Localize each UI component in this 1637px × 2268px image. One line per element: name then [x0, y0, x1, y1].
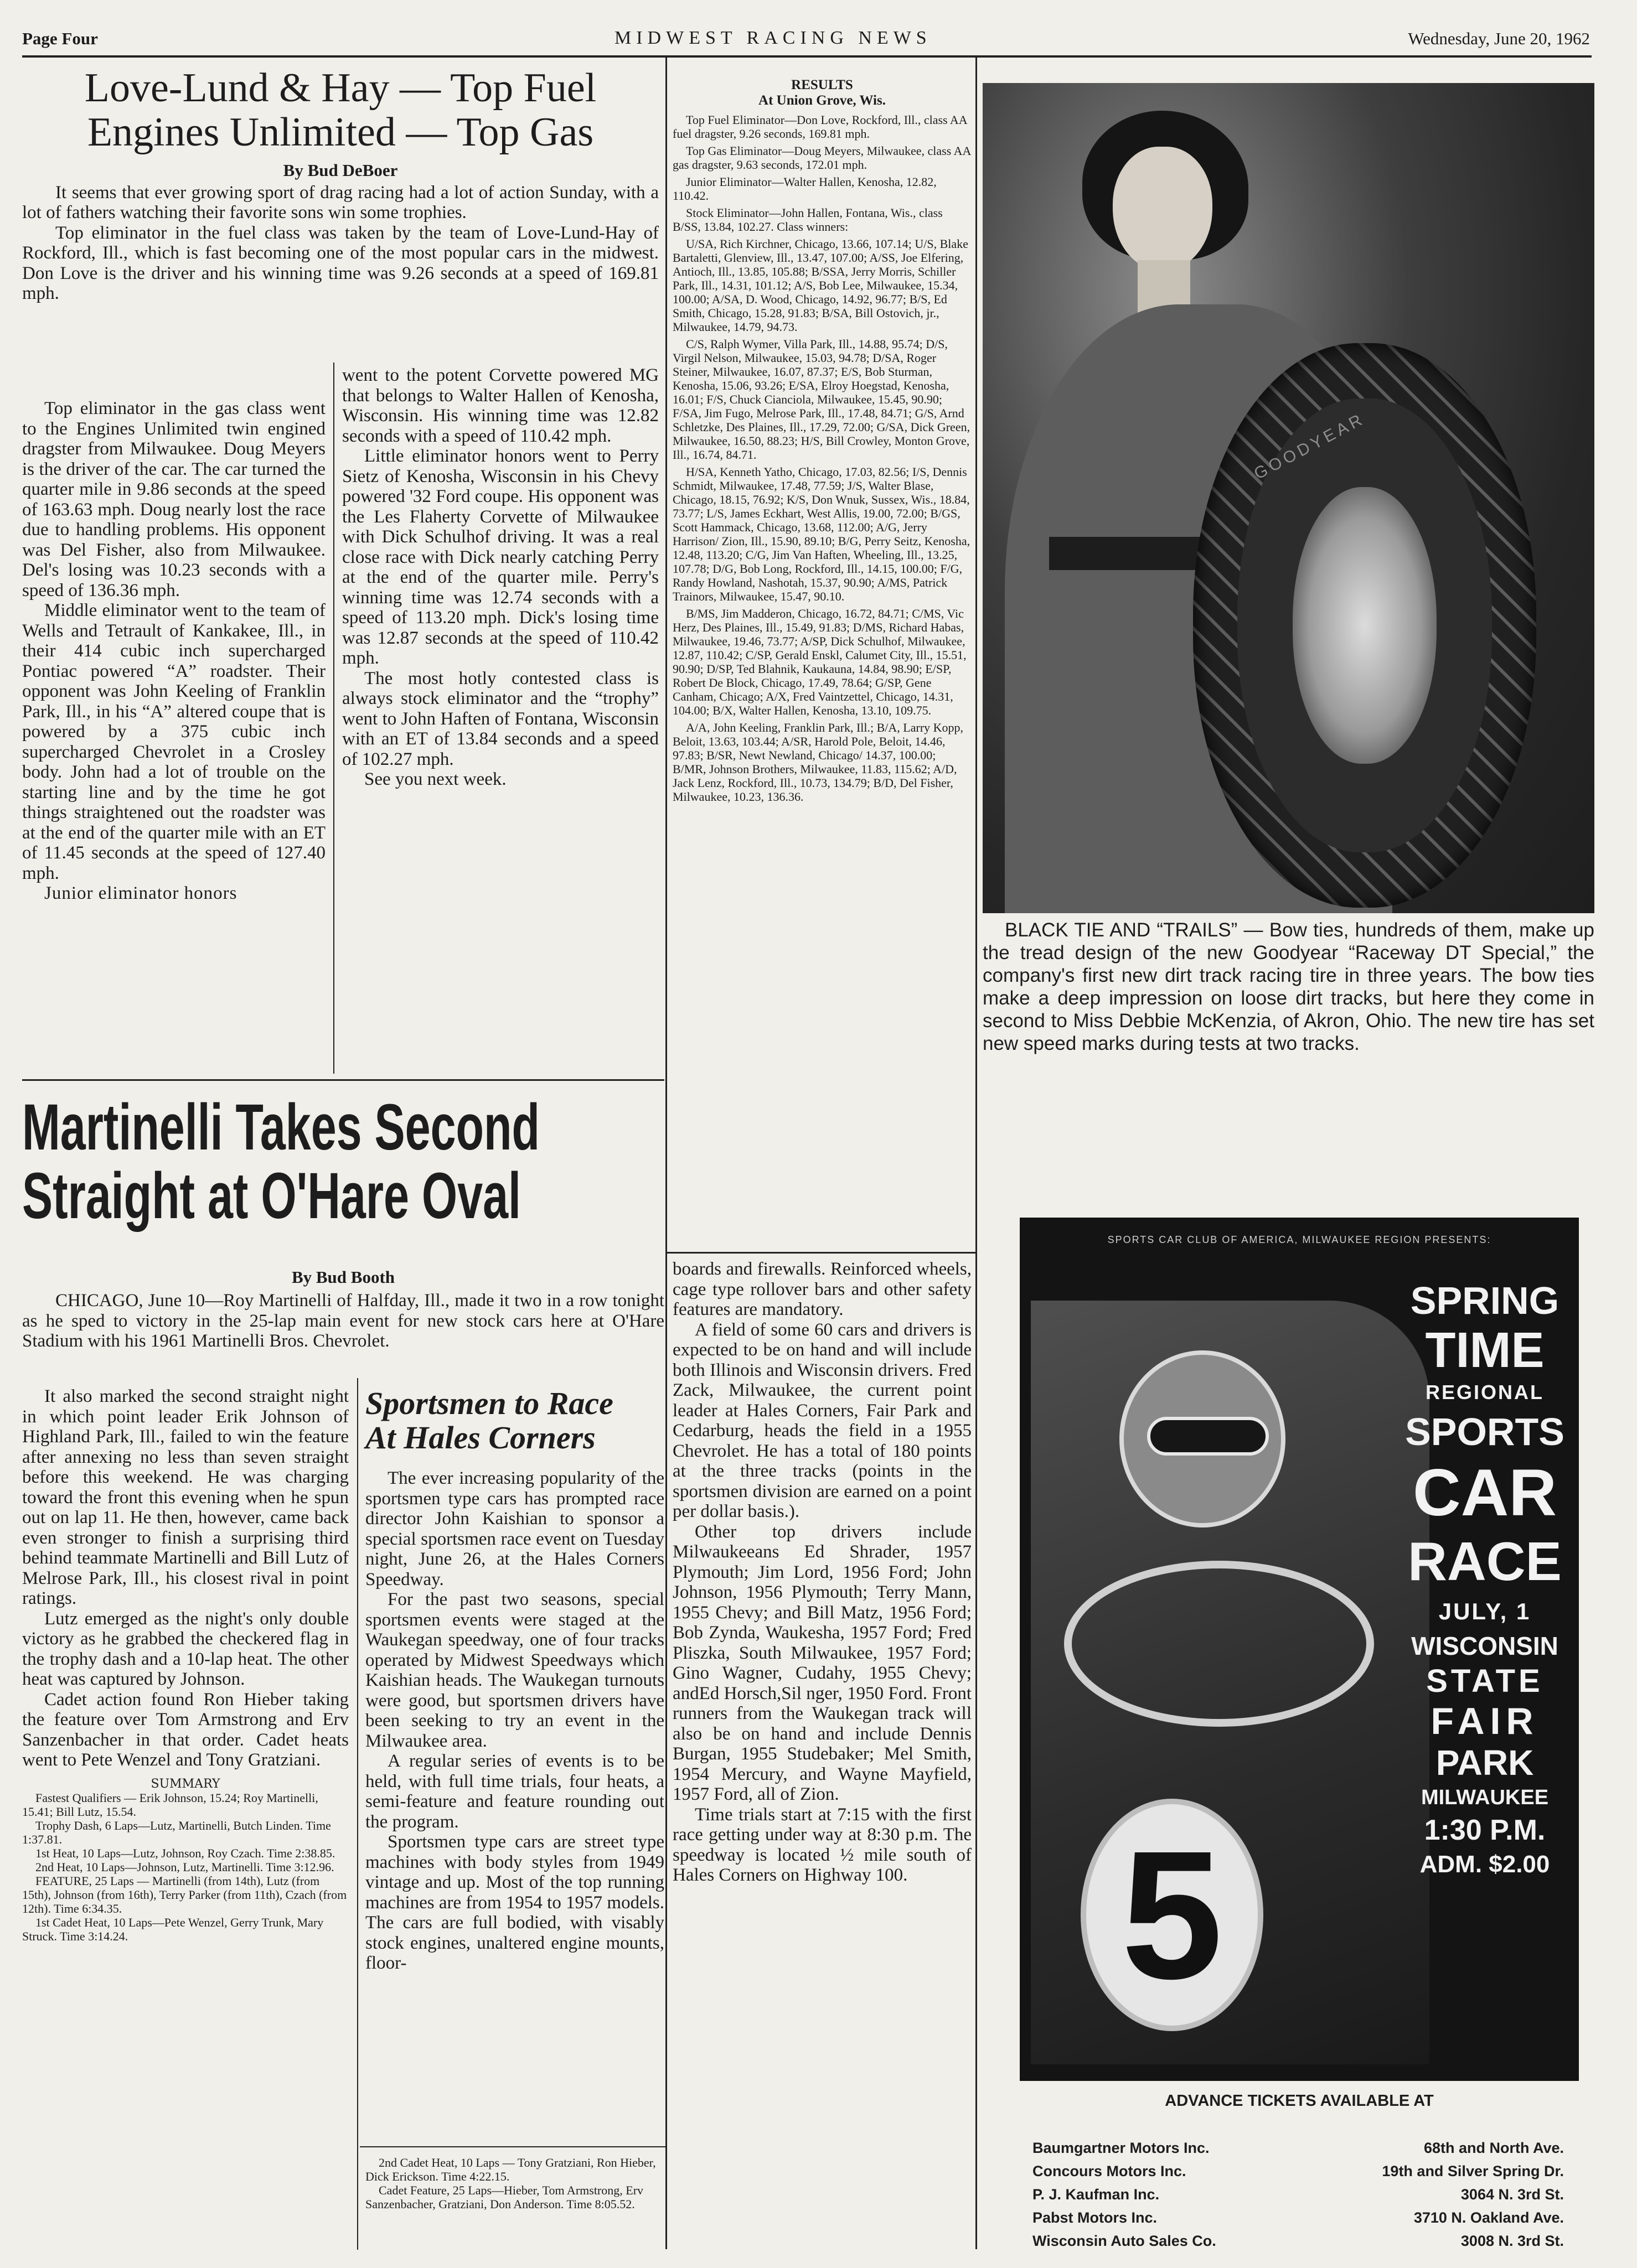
ad-line: 1:30 P.M.: [1424, 1814, 1546, 1846]
results-paragraph: Stock Eliminator—John Hallen, Fontana, Wis., class B/SS, 13.84, 102.27. Class winners:: [673, 206, 943, 234]
ad-text-stack: [1402, 1278, 1568, 2070]
summary-line: 2nd Cadet Heat, 10 Laps — Tony Gratziani, Ron Hieber, Dick Erickson. Time 4:22.15.: [365, 2156, 656, 2183]
results-paragraph: Junior Eliminator—Walter Hallen, Kenosha, 12.82, 110.42.: [673, 175, 937, 203]
sportsmen-continued: [673, 1259, 972, 2250]
dealer-name: P. J. Kaufman Inc.: [1032, 2186, 1160, 2203]
section-rule: [667, 1252, 976, 1254]
ad-line: STATE: [1426, 1663, 1543, 1699]
section-rule: [22, 1079, 664, 1081]
paragraph: A regular series of events is to be held, with full time trials, four heats, a semi-feature and feature rounding out the program.: [365, 1751, 664, 1832]
paper-title: MIDWEST RACING NEWS: [614, 28, 932, 48]
dealer-row: [1032, 2229, 1564, 2253]
paragraph: went to the potent Corvette powered MG that belongs to Walter Hallen of Kenosha, Wisconsin. His winning time was 12.82 seconds with a speed of 110.42 mph.: [342, 365, 659, 446]
ad-banner: SPORTS CAR CLUB OF AMERICA, MILWAUKEE REGION PRESENTS:: [1107, 1234, 1491, 1245]
steering-wheel-icon: [1064, 1561, 1374, 1727]
results-paragraph: Top Gas Eliminator—Doug Meyers, Milwaukee, class AA gas dragster, 9.63 seconds, 172.01 mph.: [673, 144, 971, 172]
summary-line: 1st Heat, 10 Laps—Lutz, Johnson, Roy Czach. Time 2:38.85.: [35, 1846, 335, 1860]
ad-line: FAIR: [1431, 1700, 1539, 1742]
tickets-title: ADVANCE TICKETS AVAILABLE AT: [1165, 2092, 1434, 2110]
ad-line: WISCONSIN: [1411, 1632, 1558, 1660]
ad-line: ADM. $2.00: [1419, 1851, 1550, 1878]
results-title: RESULTS: [791, 77, 853, 92]
page-number: Page Four: [22, 29, 98, 48]
column-rule: [665, 58, 667, 2249]
paragraph: Cadet action found Ron Hieber taking the feature over Tom Armstrong and Erv Sanzenbacher in that order. Cadet heats went to Pete Wenzel and Tony Gratziani.: [22, 1689, 349, 1770]
lead-paragraph: It seems that ever growing sport of drag racing had a lot of action Sunday, with a lot of fathers watching their favorite sons win some trophies.: [22, 182, 659, 223]
driver-goggles-icon: [1147, 1417, 1269, 1456]
headline-line-1: Sportsmen to Race: [365, 1385, 613, 1421]
paragraph: A field of some 60 cars and drivers is expected to be on hand and will include both Illinois and Wisconsin drivers. Fred Zack, Milwaukee, the current point leader at Hales Corners, Fair Park and Cedarburg, heads the field in a 1955 Chevrolet. He has a total of 180 points at the three tracks (points in the sportsmen division are earned on a point per dollar basis.).: [673, 1319, 972, 1521]
ad-line: JULY, 1: [1438, 1598, 1531, 1624]
paragraph: Other top drivers include Milwaukeeans Ed Shrader, 1957 Plymouth; Jim Lord, 1956 Ford; John Johnson, 1956 Plymouth; Terry Mann, 1955 Chevy; and Bill Matz, 1956 Ford; Bob Zynda, Waukesha, 1957 Ford; Fred Pliszka, South Milwaukee, 1957 Ford; Gino Wagner, Cudahy, 1955 Chevy; andEd Horsch,Sil nger, 1950 Ford. Front runners from the Waukegan track will also be on hand and include Dennis Burgan, 1955 Studebaker; Mel Smith, 1954 Mercury, and Wayne Mayfield, 1957 Ford, all of Zion.: [673, 1521, 972, 1804]
summary-line: FEATURE, 25 Laps — Martinelli (from 14th), Lutz (from 15th), Johnson (from 16th), Terry Parker (from 11th), Czach (from 12th). Time 6:34.35.: [22, 1873, 347, 1915]
headline-line-2: Straight at O'Hare Oval: [22, 1159, 521, 1233]
paragraph: Junior eliminator honors: [44, 883, 237, 903]
summary-continued: [365, 2156, 664, 2250]
paragraph: The most hotly contested class is always stock eliminator and the “trophy” went to John Haften of Fontana, Wisconsin with an ET of 13.84 seconds and a speed of 102.27 mph.: [342, 668, 659, 769]
dealer-name: Baumgartner Motors Inc.: [1032, 2140, 1210, 2156]
article-martinelli-body: [22, 1267, 664, 1378]
ad-line: MILWAUKEE: [1421, 1786, 1549, 1809]
dealer-address: 3064 N. 3rd St.: [1460, 2186, 1564, 2203]
article-column-2: [342, 365, 659, 1074]
paragraph: Middle eliminator went to the team of Wells and Tetrault of Kankakee, Ill., in their 414 cubic inch supercharged Pontiac powered “A” roadster. Their opponent was John Keeling of Franklin Park, Ill., in his “A” altered coupe that is powered by a 375 cubic inch supercharged Chevrolet in a Crosley body. John had a lot of trouble on the starting line and by the time he got things straightened out the roadster was at the end of the quarter mile with an ET of 11.45 seconds at the speed of 127.40 mph.: [22, 600, 326, 883]
results-paragraph: Top Fuel Eliminator—Don Love, Rockford, Ill., class AA fuel dragster, 9.26 seconds, 169.81 mph.: [673, 113, 967, 141]
paragraph: Time trials start at 7:15 with the first race getting under way at 8:30 p.m. The speedway is located ½ mile south of Hales Corners on Highway 100.: [673, 1804, 972, 1885]
paragraph: Sportsmen type cars are street type machines with body styles from 1949 vintage and up. Most of the top running machines are from 1954 to 1957 models. The cars are full bodied, with visably stock engines, unaltered engine mounts, floor-: [365, 1832, 664, 1973]
tire-photo: [983, 83, 1594, 913]
masthead: [22, 27, 1590, 54]
ad-line: SPORTS: [1405, 1410, 1564, 1453]
column-rule: [975, 58, 977, 2249]
results-paragraph: U/SA, Rich Kirchner, Chicago, 13.66, 107.14; U/S, Blake Bartaletti, Glenview, Ill., 13.47, 107.00; A/SS, Joe Elfering, Antioch, Ill., 13.85, 105.88; B/SSA, Jerry Morris, Schiller Park, Ill., 14.31, 101.12; A/S, Bob Lee, Milwaukee, 15.34, 100.00; A/SA, D. Wood, Chicago, 14.92, 96.77; B/S, Ed Smith, Chicago, 15.28, 91.83; B/SA, Bill Ostovich, jr., Milwaukee, 14.79, 94.73.: [673, 237, 968, 334]
paragraph: Lutz emerged as the night's only double victory as he grabbed the checkered flag in the trophy dash and a 10-lap heat. The other heat was captured by Johnson.: [22, 1608, 349, 1689]
dealer-row: [1032, 2160, 1564, 2183]
summary-title: SUMMARY: [151, 1777, 220, 1791]
paragraph: boards and firewalls. Reinforced wheels, cage type rollover bars and other safety features are mandatory.: [673, 1259, 972, 1319]
byline: By Bud DeBoer: [283, 160, 398, 180]
dealer-address: 3008 N. 3rd St.: [1460, 2233, 1564, 2249]
dealer-list: [1032, 2136, 1564, 2253]
results-paragraph: C/S, Ralph Wymer, Villa Park, Ill., 14.88, 95.74; D/S, Virgil Nelson, Milwaukee, 15.03, 94.78; D/SA, Roger Steiner, Milwaukee, 16.07, 87.37; E/S, Bob Sturman, Kenosha, 15.06, 93.26; E/SA, Elroy Hoegstad, Kenosha, 16.01; F/S, Chuck Cianciola, Milwaukee, 15.45, 90.90; F/SA, Jim Fugo, Melrose Park, Ill., 17.48, 84.71; G/S, Arnd Schletzke, Des Plaines, Ill., 17.29, 72.00; G/SA, Dick Green, Milwaukee, 16.50, 88.23; H/S, Bill Crowley, Monton Grove, Ill., 16.74, 84.71.: [673, 337, 970, 462]
tire-brand: GOODYEAR: [1251, 410, 1368, 484]
dealer-row: [1032, 2136, 1564, 2160]
column-rule: [357, 1378, 358, 2250]
dealer-name: Wisconsin Auto Sales Co.: [1032, 2233, 1216, 2249]
ad-line: CAR: [1413, 1456, 1557, 1530]
results-paragraph: B/MS, Jim Madderon, Chicago, 16.72, 84.71; C/MS, Vic Herz, Des Plaines, Ill., 15.49, 91.83; D/MS, Richard Habas, Milwaukee, 19.46, 73.77; A/SP, Dick Schulhof, Milwaukee, 12.87, 110.42; C/SP, Gerald Enskl, Calumet City, Ill., 15.51, 90.90; D/SP, Ted Blahnik, Kaukauna, 14.84, 98.90; E/SP, Robert De Block, Chicago, 17.49, 78.64; G/SP, Gene Canham, Chicago; A/X, Fred Vaintzettel, Chicago, 14.31, 104.00; B/X, Walter Hallen, Kenosha, 13.10, 109.75.: [673, 607, 967, 717]
paragraph: See you next week.: [364, 769, 507, 789]
dealer-name: Pabst Motors Inc.: [1032, 2209, 1158, 2226]
dealer-row: [1032, 2206, 1564, 2229]
model-face: [1113, 147, 1212, 271]
results-paragraph: A/A, John Keeling, Franklin Park, Ill.; B/A, Larry Kopp, Beloit, 13.63, 103.44; A/SR, Harold Pole, Beloit, 14.46, 97.83; B/SR, Newt Newland, Chicago/ 14.37, 100.00; B/MR, Johnson Brothers, Milwaukee, 11.83, 115.62; A/D, Jack Lenz, Rockford, Ill., 10.73, 134.79; B/D, Del Fisher, Milwaukee, 10.23, 136.36.: [673, 721, 964, 804]
headline-line-2: Engines Unlimited — Top Gas: [87, 109, 594, 155]
article-sportsmen: [365, 1386, 664, 2250]
paragraph: For the past two seasons, special sportsmen events were staged at the Waukegan speedway, one of four tracks operated by Midwest Speedways which Kaishian heads. The Waukegan turnouts were good, but sportsmen drivers have been seeking to try an event in the Milwaukee area.: [365, 1589, 664, 1751]
sports-car-race-ad: [1020, 1218, 1579, 2081]
results-subtitle: At Union Grove, Wis.: [758, 93, 886, 108]
headline-line-2: At Hales Corners: [365, 1420, 596, 1456]
summary-line: 2nd Heat, 10 Laps—Johnson, Lutz, Martinelli. Time 3:12.96.: [35, 1860, 334, 1874]
summary-line: Cadet Feature, 25 Laps—Hieber, Tom Armstrong, Erv Sanzenbacher, Gratziani, Don Anderson. Time 8:05.52.: [365, 2183, 644, 2211]
dealer-address: 3710 N. Oakland Ave.: [1413, 2209, 1564, 2226]
issue-date: Wednesday, June 20, 1962: [1408, 29, 1590, 48]
summary-line: Fastest Qualifiers — Erik Johnson, 15.24; Roy Martinelli, 15.41; Bill Lutz, 15.54.: [22, 1790, 318, 1819]
lead-paragraph: Top eliminator in the fuel class was taken by the team of Love-Lund-Hay of Rockford, Ill., which is fast becoming one of the most popular cars in the midwest. Don Love is the driver and his winning time was 9.26 seconds at a speed of 169.81 mph.: [22, 222, 659, 304]
ad-line: PARK: [1435, 1743, 1534, 1783]
headline-line-1: Martinelli Takes Second: [22, 1091, 540, 1164]
headline-line-1: Love-Lund & Hay — Top Fuel: [84, 65, 597, 111]
results-paragraph: H/SA, Kenneth Yatho, Chicago, 17.03, 82.56; I/S, Dennis Schmidt, Milwaukee, 17.48, 77.59; J/S, Walter Blase, Chicago, 18.15, 76.92; K/S, Don Wnuk, Sussex, Wis., 18.84, 73.77; L/S, James Eckhart, West Allis, 19.00, 72.00; B/GS, Scott Hammack, Chicago, 13.68, 112.00; A/G, Jerry Harrison/ Zion, Ill., 15.90, 89.10; B/G, Perry Seitz, Kenosha, 12.48, 113.20; C/G, Jim Van Haften, Wheeling, Ill., 13.25, 107.78; D/G, Bob Long, Rockford, Ill., 14.15, 100.00; F/G, Randy Howland, Nashotah, 15.37, 90.90; A/MS, Patrick Trainors, Milwaukee, 15.47, 90.10.: [673, 465, 970, 603]
ad-line: RACE: [1408, 1531, 1562, 1592]
summary-line: Trophy Dash, 6 Laps—Lutz, Martinelli, Butch Linden. Time 1:37.81.: [22, 1818, 331, 1846]
dealer-name: Concours Motors Inc.: [1032, 2163, 1186, 2179]
section-rule: [360, 2146, 665, 2147]
masthead-rule: [22, 55, 1592, 58]
lead-paragraph: CHICAGO, June 10—Roy Martinelli of Halfday, Ill., made it two in a row tonight as he sped to victory in the 25-lap main event for new stock cars here at O'Hare Stadium with his 1961 Martinelli Bros. Chevrolet.: [22, 1291, 664, 1351]
ad-line: SPRING: [1410, 1279, 1559, 1322]
car-number: 5: [1121, 1813, 1223, 2017]
martinelli-column: [22, 1386, 349, 2250]
tire-hub: [1293, 487, 1437, 764]
article-martinelli: [22, 1093, 659, 1259]
paragraph: The ever increasing popularity of the sportsmen type cars has prompted race director John Kaishian to sponsor a special sportsmen race event on Tuesday night, June 26, at the Hales Corners Speedway.: [365, 1468, 664, 1589]
dealer-address: 19th and Silver Spring Dr.: [1382, 2163, 1564, 2179]
results-box: [673, 77, 972, 1245]
paragraph: Little eliminator honors went to Perry Sietz of Kenosha, Wisconsin in his Chevy powered '32 Ford coupe. His opponent was the Les Flaherty Corvette of Milwaukee with Dick Schulhof driving. It was a real close race with Dick nearly catching Perry at the end of the quarter mile. Perry's winning time was 12.74 seconds with a speed of 113.20 mph. Dick's losing time was 12.87 seconds at the speed of 110.42 mph.: [342, 446, 659, 668]
dealer-address: 68th and North Ave.: [1423, 2140, 1564, 2156]
article-column-1: [22, 398, 326, 1085]
dealer-row: [1032, 2183, 1564, 2206]
ad-line: TIME: [1425, 1323, 1545, 1378]
photo-caption: BLACK TIE AND “TRAILS” — Bow ties, hundreds of them, make up the tread design of the new Goodyear “Raceway DT Special,” the company's first new dirt track racing tire in three years. The bow ties make a deep impression on loose dirt tracks, but here they come in second to Miss Debbie McKenzia, of Akron, Ohio. The new tire has set new speed marks during tests at two tracks.: [983, 919, 1594, 1054]
summary-line: 1st Cadet Heat, 10 Laps—Pete Wenzel, Gerry Trunk, Mary Struck. Time 3:14.24.: [22, 1915, 324, 1943]
ad-line: REGIONAL: [1425, 1381, 1544, 1404]
paragraph: It also marked the second straight night in which point leader Erik Johnson of Highland Park, Ill., failed to win the feature after annexing no less than seven straight before this weekend. He was charging toward the front this evening when he spun out on lap 11. He then, however, came back even stronger to finish a surprising third behind teammate Martinelli and Bill Lutz of Melrose Park, Ill., his closest rival in point ratings.: [22, 1386, 349, 1608]
byline: By Bud Booth: [291, 1267, 395, 1287]
column-rule: [333, 363, 334, 1074]
paragraph: Top eliminator in the gas class went to the Engines Unlimited twin engined dragster from Milwaukee. Doug Meyers is the driver of the car. The car turned the quarter mile in 9.86 seconds at the speed of 163.63 mph. Doug nearly lost the race due to handling problems. His opponent was Del Fisher, also from Milwaukee. Del's losing was 10.23 seconds with a speed of 136.36 mph.: [22, 398, 326, 600]
